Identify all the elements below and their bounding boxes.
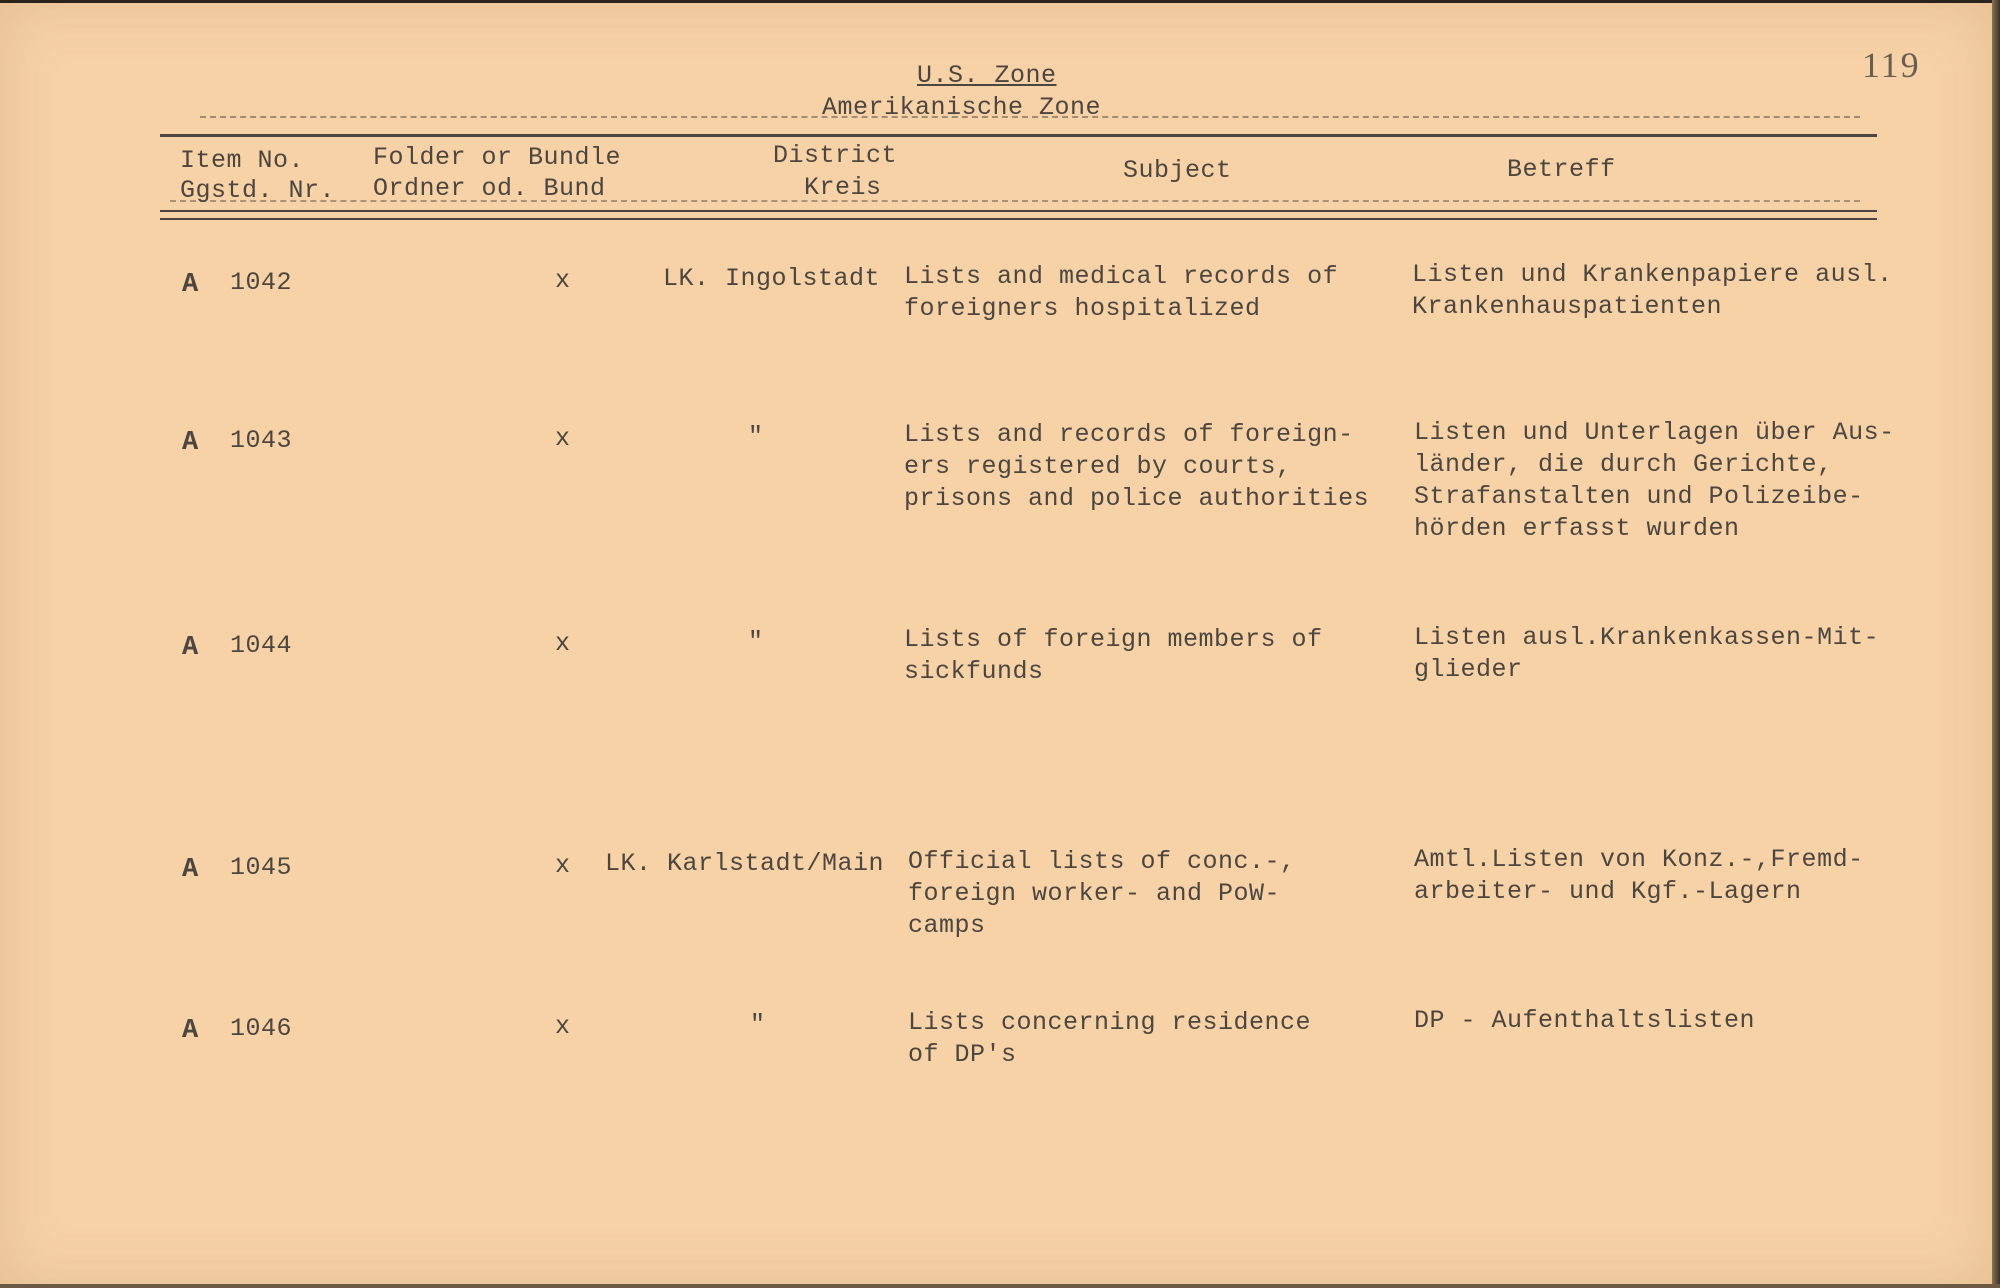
subject-line: prisons and police authorities xyxy=(904,484,1370,513)
betreff-line: hörden erfasst wurden xyxy=(1414,514,1740,543)
bundle-mark: x xyxy=(555,266,571,295)
header-top-rule xyxy=(160,134,1877,137)
header-item-no: Item No. xyxy=(180,146,305,175)
district: " xyxy=(750,1010,766,1039)
zone-title-en: U.S. Zone xyxy=(917,61,1057,90)
header-item-no-de: Ggstd. Nr. xyxy=(180,176,336,205)
subject-line: ers registered by courts, xyxy=(904,452,1292,481)
item-number: 1044 xyxy=(230,631,293,660)
card-edge xyxy=(1992,0,2000,1288)
district: LK. Karlstadt/Main xyxy=(605,849,885,878)
header-folder: Folder or Bundle xyxy=(373,143,622,172)
betreff-line: Listen ausl.Krankenkassen-Mit- xyxy=(1414,623,1880,652)
betreff-line: arbeiter- und Kgf.-Lagern xyxy=(1414,877,1802,906)
item-prefix: A xyxy=(182,855,199,885)
subject-line: foreign worker- and PoW- xyxy=(908,879,1281,908)
betreff-line: Krankenhauspatienten xyxy=(1412,292,1723,321)
item-prefix: A xyxy=(182,633,199,663)
header-district-de: Kreis xyxy=(804,173,882,202)
betreff-line: glieder xyxy=(1414,655,1523,684)
bundle-mark: x xyxy=(555,851,571,880)
item-number: 1043 xyxy=(230,426,293,455)
index-card xyxy=(0,3,1992,1285)
betreff-line: länder, die durch Gerichte, xyxy=(1414,450,1833,479)
item-number: 1045 xyxy=(230,853,293,882)
bundle-mark: x xyxy=(555,424,571,453)
page-number: 119 xyxy=(1862,45,1921,85)
subject-line: camps xyxy=(908,911,986,940)
divider xyxy=(170,200,1860,202)
item-prefix: A xyxy=(182,1016,199,1046)
header-subject: Subject xyxy=(1123,156,1232,185)
bundle-mark: x xyxy=(555,1012,571,1041)
item-number: 1042 xyxy=(230,268,293,297)
item-prefix: A xyxy=(182,428,199,458)
subject-line: Lists concerning residence xyxy=(908,1008,1312,1037)
betreff-line: Listen und Unterlagen über Aus- xyxy=(1414,418,1895,447)
header-bottom-rule xyxy=(160,210,1877,212)
district: LK. Ingolstadt xyxy=(663,264,881,293)
betreff-line: Amtl.Listen von Konz.-,Fremd- xyxy=(1414,845,1864,874)
bundle-mark: x xyxy=(555,629,571,658)
subject-line: Lists and medical records of xyxy=(904,262,1339,291)
subject-line: Official lists of conc.-, xyxy=(908,847,1296,876)
item-number: 1046 xyxy=(230,1014,293,1043)
zone-title-de: Amerikanische Zone xyxy=(822,93,1102,122)
subject-line: Lists of foreign members of xyxy=(904,625,1323,654)
betreff-line: Strafanstalten und Polizeibe- xyxy=(1414,482,1864,511)
subject-line: foreigners hospitalized xyxy=(904,294,1261,323)
header-bottom-rule xyxy=(160,218,1877,220)
header-folder-de: Ordner od. Bund xyxy=(373,174,606,203)
betreff-line: Listen und Krankenpapiere ausl. xyxy=(1412,260,1893,289)
header-district: District xyxy=(773,141,898,170)
subject-line: of DP's xyxy=(908,1040,1017,1069)
district: " xyxy=(748,422,764,451)
item-prefix: A xyxy=(182,270,199,300)
subject-line: sickfunds xyxy=(904,657,1044,686)
card-edge xyxy=(0,1284,2000,1288)
header-betreff: Betreff xyxy=(1507,155,1616,184)
betreff-line: DP - Aufenthaltslisten xyxy=(1414,1006,1756,1035)
divider xyxy=(200,116,1860,118)
district: " xyxy=(748,627,764,656)
subject-line: Lists and records of foreign- xyxy=(904,420,1354,449)
